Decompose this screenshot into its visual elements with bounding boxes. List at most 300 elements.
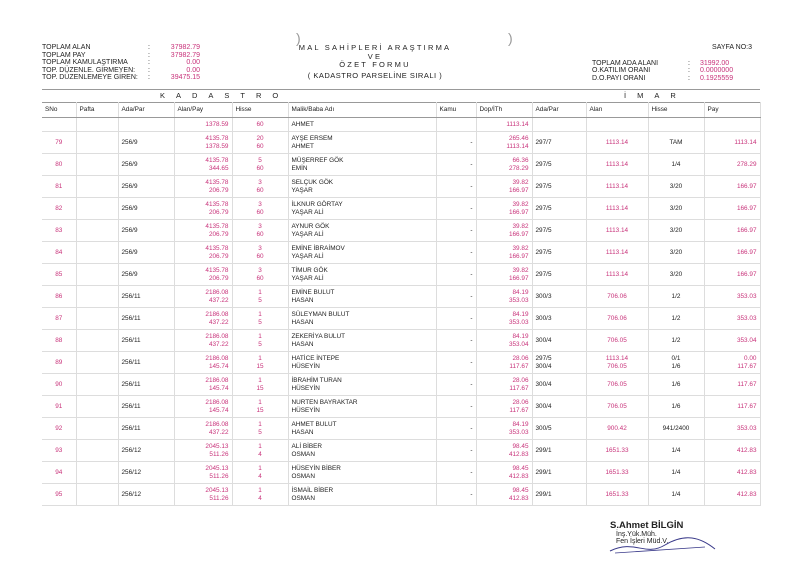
- imar-pay-cell: 166.97: [704, 264, 760, 286]
- alan-pay-cell: [174, 352, 232, 374]
- summary-colon: :: [148, 44, 150, 51]
- kamu-cell: -: [436, 154, 476, 176]
- imar-pay-cell: 353.03: [704, 418, 760, 440]
- ada-par-cell: 256/11: [118, 396, 174, 418]
- cell-line: SELÇUK GÖK: [291, 179, 334, 187]
- cell-line: 278.29: [508, 164, 529, 172]
- cell-line: 60: [256, 252, 264, 260]
- dop-cell: [476, 154, 532, 176]
- malik-cell: [288, 154, 436, 176]
- kamu-cell: -: [436, 462, 476, 484]
- cell-line: HATİCE İNTEPE: [291, 355, 340, 363]
- cell-line: 437.22: [208, 318, 229, 326]
- title-line1: MAL SAHİPLERİ ARAŞTIRMA: [298, 43, 452, 52]
- kamu-cell: -: [436, 132, 476, 154]
- summary-colon: :: [148, 51, 150, 59]
- cell-line: 2186.08: [205, 311, 229, 319]
- row-number: 81: [42, 176, 76, 198]
- hisse-cell: [232, 484, 288, 506]
- imar-hisse-cell: [648, 352, 704, 374]
- cell-line: 5: [258, 318, 262, 326]
- imar-alan-cell: 706.06: [586, 286, 648, 308]
- kamu-cell: -: [436, 352, 476, 374]
- summary-colon: :: [688, 74, 690, 82]
- hisse-cell: [232, 154, 288, 176]
- row-number: 82: [42, 198, 76, 220]
- cell-line: AHMET: [291, 142, 314, 150]
- pafta-cell: [76, 154, 118, 176]
- cell-line: 2186.08: [205, 333, 229, 341]
- dop-cell: [476, 220, 532, 242]
- cell-line: 437.22: [208, 428, 229, 436]
- column-header: Ada/Par: [118, 103, 174, 118]
- summary-right-row: [592, 75, 752, 83]
- summary-value: 37982.79: [170, 51, 200, 59]
- dop-cell: [476, 418, 532, 440]
- cell-line: 1113.14: [605, 355, 629, 363]
- cell-line: 1: [258, 487, 262, 495]
- imar-pay-cell: 166.97: [704, 198, 760, 220]
- imar-alan-cell: 706.06: [586, 308, 648, 330]
- imar-alan-cell: 706.05: [586, 374, 648, 396]
- cell-line: 166.97: [508, 208, 529, 216]
- table-row: [42, 484, 760, 506]
- ada-par-cell: 256/11: [118, 330, 174, 352]
- table-row: [42, 176, 760, 198]
- summary-right-row: [592, 60, 752, 68]
- column-header: Hisse: [232, 103, 288, 118]
- cell-line: 166.97: [508, 252, 529, 260]
- cell-line: HASAN: [291, 318, 314, 326]
- imar-pay-cell: 117.67: [704, 374, 760, 396]
- cell-line: 60: [256, 164, 264, 172]
- dop-cell: [476, 242, 532, 264]
- ada-par-cell: 256/9: [118, 176, 174, 198]
- hisse-cell: [232, 286, 288, 308]
- dop-cell: [476, 132, 532, 154]
- alan-pay-cell: [174, 220, 232, 242]
- imar-ada-par-cell: [532, 352, 586, 374]
- summary-colon: :: [148, 66, 150, 74]
- pafta-cell: [76, 264, 118, 286]
- table-row: [42, 462, 760, 484]
- cell-line: 3: [258, 267, 262, 275]
- alan-pay-cell: [174, 198, 232, 220]
- ada-par-cell: 256/9: [118, 264, 174, 286]
- ada-par-cell: 256/9: [118, 198, 174, 220]
- summary-colon: :: [688, 59, 690, 67]
- cell-line: 3: [258, 223, 262, 231]
- dop-cell: [476, 330, 532, 352]
- summary-right: [592, 44, 752, 82]
- imar-pay-cell: 166.97: [704, 220, 760, 242]
- summary-colon: :: [148, 74, 150, 82]
- summary-value: 39475.15: [170, 74, 200, 82]
- table-cell: 60: [232, 118, 288, 132]
- cell-line: 265.46: [508, 135, 529, 143]
- malik-cell: [288, 286, 436, 308]
- cell-line: HASAN: [291, 296, 314, 304]
- imar-alan-cell: 706.05: [586, 396, 648, 418]
- row-number: 85: [42, 264, 76, 286]
- pafta-cell: [76, 330, 118, 352]
- cell-line: 166.97: [508, 274, 529, 282]
- malik-cell: [288, 352, 436, 374]
- cell-line: İLKNUR GÖRTAY: [291, 201, 343, 209]
- cell-line: OSMAN: [291, 450, 315, 458]
- table-row: [42, 352, 760, 374]
- imar-hisse-cell: 1/4: [648, 154, 704, 176]
- kamu-cell: -: [436, 330, 476, 352]
- table-row-carryover: [42, 118, 760, 132]
- cell-line: 4135.78: [205, 223, 229, 231]
- cell-line: 15: [256, 406, 264, 414]
- cell-line: 166.97: [508, 230, 529, 238]
- cell-line: 1: [258, 289, 262, 297]
- imar-ada-par-cell: 297/5: [532, 264, 586, 286]
- malik-cell: [288, 198, 436, 220]
- malik-cell: [288, 418, 436, 440]
- imar-ada-par-cell: 300/3: [532, 308, 586, 330]
- row-number: 91: [42, 396, 76, 418]
- malik-cell: [288, 374, 436, 396]
- cell-line: 353.03: [508, 296, 529, 304]
- ada-par-cell: 256/9: [118, 154, 174, 176]
- imar-pay-cell: 412.83: [704, 462, 760, 484]
- table-row: [42, 242, 760, 264]
- imar-pay-cell: 1113.14: [704, 132, 760, 154]
- kamu-cell: -: [436, 242, 476, 264]
- imar-hisse-cell: 941/2400: [648, 418, 704, 440]
- section-kadastro: KADASTRO: [160, 91, 290, 100]
- alan-pay-cell: [174, 374, 232, 396]
- malik-cell: [288, 220, 436, 242]
- cell-line: 84.19: [512, 333, 529, 341]
- table-cell: [118, 118, 174, 132]
- cell-line: 166.97: [508, 186, 529, 194]
- cell-line: 1113.14: [506, 142, 529, 150]
- alan-pay-cell: [174, 286, 232, 308]
- malik-cell: [288, 242, 436, 264]
- summary-colon: :: [148, 59, 150, 67]
- kamu-cell: -: [436, 308, 476, 330]
- cell-line: 20: [256, 135, 264, 143]
- cell-line: 2045.13: [205, 487, 229, 495]
- table-row: [42, 374, 760, 396]
- imar-alan-cell: [586, 352, 648, 374]
- title-line2: VE: [367, 51, 383, 61]
- summary-colon: :: [688, 67, 690, 75]
- cell-line: 4135.78: [205, 157, 229, 165]
- cell-line: 437.22: [208, 340, 229, 348]
- cell-line: YAŞAR ALİ: [291, 230, 324, 238]
- cell-line: 15: [256, 362, 264, 370]
- malik-cell: [288, 330, 436, 352]
- summary-label: TOPLAM ADA ALANI: [592, 59, 659, 67]
- imar-ada-par-cell: 300/3: [532, 286, 586, 308]
- alan-pay-cell: [174, 462, 232, 484]
- pafta-cell: [76, 418, 118, 440]
- cell-line: 353.03: [508, 428, 529, 436]
- row-number: 92: [42, 418, 76, 440]
- cell-line: 412.83: [508, 472, 529, 480]
- summary-label: TOPLAM ALAN: [42, 44, 91, 51]
- title-line4: ( KADASTRO PARSELİNE SIRALI ): [307, 70, 443, 80]
- imar-ada-par-cell: 297/7: [532, 132, 586, 154]
- row-number: 89: [42, 352, 76, 374]
- cell-line: ZEKERİYA BULUT: [291, 333, 346, 341]
- malik-cell: [288, 132, 436, 154]
- summary-value: 0.1925559: [700, 74, 734, 82]
- kamu-cell: -: [436, 484, 476, 506]
- imar-hisse-cell: 3/20: [648, 242, 704, 264]
- cell-line: TİMUR GÖK: [291, 267, 328, 275]
- table-row: [42, 396, 760, 418]
- title-line3: ÖZET FORMU: [339, 60, 411, 69]
- page-number: SAYFA NO:3: [712, 44, 752, 51]
- cell-line: 1378.59: [205, 142, 229, 150]
- cell-line: 1: [258, 399, 262, 407]
- cell-line: 300/4: [535, 362, 552, 370]
- imar-ada-par-cell: 297/5: [532, 242, 586, 264]
- cell-line: 5: [258, 296, 262, 304]
- table-cell: AHMET: [288, 118, 436, 132]
- summary-value: 31992.00: [700, 59, 730, 67]
- imar-hisse-cell: 3/20: [648, 198, 704, 220]
- summary-value: 0.00: [186, 66, 200, 74]
- cell-line: 2045.13: [205, 465, 229, 473]
- cell-line: 511.26: [209, 494, 229, 502]
- cell-line: YAŞAR ALİ: [291, 274, 324, 282]
- hisse-cell: [232, 176, 288, 198]
- cell-line: 1: [258, 443, 262, 451]
- pafta-cell: [76, 198, 118, 220]
- table-cell: [76, 118, 118, 132]
- imar-hisse-cell: 1/2: [648, 308, 704, 330]
- cell-line: 706.05: [607, 362, 627, 370]
- summary-label: O.KATILIM ORANI: [592, 67, 651, 75]
- column-header: Kamu: [436, 103, 476, 118]
- table-row: [42, 440, 760, 462]
- cell-line: 60: [256, 274, 264, 282]
- malik-cell: [288, 176, 436, 198]
- dop-cell: [476, 308, 532, 330]
- cell-line: 145.74: [208, 362, 229, 370]
- cell-line: 511.26: [209, 472, 229, 480]
- imar-pay-cell: 278.29: [704, 154, 760, 176]
- alan-pay-cell: [174, 264, 232, 286]
- pafta-cell: [76, 462, 118, 484]
- cell-line: 28.06: [512, 399, 529, 407]
- cell-line: 4135.78: [205, 135, 229, 143]
- cell-line: 0/1: [671, 355, 681, 363]
- cell-line: 1: [258, 421, 262, 429]
- hisse-cell: [232, 352, 288, 374]
- cell-line: 511.26: [209, 450, 229, 458]
- summary-value: 37982.79: [170, 44, 200, 51]
- imar-ada-par-cell: 300/4: [532, 330, 586, 352]
- hisse-cell: [232, 220, 288, 242]
- cell-line: 60: [256, 230, 264, 238]
- imar-ada-par-cell: 297/5: [532, 198, 586, 220]
- hisse-cell: [232, 308, 288, 330]
- dop-cell: [476, 198, 532, 220]
- alan-pay-cell: [174, 154, 232, 176]
- cell-line: 39.82: [512, 267, 529, 275]
- malik-cell: [288, 264, 436, 286]
- cell-line: EMİNE İBRAİMOV: [291, 245, 345, 253]
- signature-title: İnş.Yük.Müh.: [616, 531, 657, 538]
- column-header: Pay: [704, 103, 760, 118]
- kamu-cell: -: [436, 176, 476, 198]
- row-number: 79: [42, 132, 76, 154]
- ada-par-cell: 256/9: [118, 132, 174, 154]
- table-cell: [704, 118, 760, 132]
- column-header: Ada/Par: [532, 103, 586, 118]
- cell-line: 2186.08: [205, 399, 229, 407]
- imar-pay-cell: [704, 352, 760, 374]
- imar-ada-par-cell: 297/5: [532, 176, 586, 198]
- kamu-cell: -: [436, 264, 476, 286]
- row-number: 87: [42, 308, 76, 330]
- ada-par-cell: 256/9: [118, 242, 174, 264]
- table-row: [42, 330, 760, 352]
- alan-pay-cell: [174, 176, 232, 198]
- cell-line: 84.19: [512, 311, 529, 319]
- summary-label: TOPLAM PAY: [42, 51, 86, 59]
- imar-pay-cell: 353.03: [704, 308, 760, 330]
- ada-par-cell: 256/12: [118, 462, 174, 484]
- imar-pay-cell: 166.97: [704, 176, 760, 198]
- imar-pay-cell: 117.67: [704, 396, 760, 418]
- cell-line: 412.83: [508, 494, 529, 502]
- imar-ada-par-cell: 297/5: [532, 154, 586, 176]
- cell-line: HASAN: [291, 340, 314, 348]
- imar-hisse-cell: 1/6: [648, 396, 704, 418]
- cell-line: 5: [258, 157, 262, 165]
- ada-par-cell: 256/9: [118, 220, 174, 242]
- cell-line: 1/6: [671, 362, 681, 370]
- cell-line: 297/5: [535, 355, 552, 363]
- cell-line: 437.22: [208, 296, 229, 304]
- cell-line: 0.00: [744, 355, 757, 363]
- imar-hisse-cell: 1/2: [648, 286, 704, 308]
- kamu-cell: -: [436, 286, 476, 308]
- hisse-cell: [232, 374, 288, 396]
- cell-line: İSMAİL BİBER: [291, 487, 334, 495]
- cell-line: 145.74: [208, 384, 229, 392]
- table-row: [42, 264, 760, 286]
- cell-line: 4135.78: [205, 201, 229, 209]
- cell-line: YAŞAR: [291, 186, 313, 194]
- cell-line: 117.67: [509, 362, 529, 370]
- pafta-cell: [76, 286, 118, 308]
- kamu-cell: -: [436, 440, 476, 462]
- malik-cell: [288, 462, 436, 484]
- cell-line: 3: [258, 245, 262, 253]
- cell-line: 5: [258, 428, 262, 436]
- column-header: Malik/Baba Adı: [288, 103, 436, 118]
- summary-right-row: [592, 67, 752, 75]
- row-number: 93: [42, 440, 76, 462]
- cell-line: 4135.78: [205, 267, 229, 275]
- owners-table: [42, 102, 761, 506]
- cell-line: 353.03: [508, 318, 529, 326]
- cell-line: HÜSEYİN: [291, 384, 320, 392]
- column-header: Dop/İTh: [476, 103, 532, 118]
- row-number: 83: [42, 220, 76, 242]
- cell-line: 84.19: [512, 289, 529, 297]
- ada-par-cell: 256/11: [118, 374, 174, 396]
- imar-alan-cell: 900.42: [586, 418, 648, 440]
- hisse-cell: [232, 198, 288, 220]
- summary-label: TOP. DÜZENLE. GİRMEYEN:: [42, 66, 136, 74]
- table-row: [42, 286, 760, 308]
- cell-line: 206.79: [208, 186, 229, 194]
- cell-line: 206.79: [208, 208, 229, 216]
- cell-line: 3: [258, 179, 262, 187]
- ada-par-cell: 256/11: [118, 286, 174, 308]
- malik-cell: [288, 308, 436, 330]
- cell-line: AYNUR GÖK: [291, 223, 330, 231]
- alan-pay-cell: [174, 308, 232, 330]
- table-row: [42, 220, 760, 242]
- ada-par-cell: 256/11: [118, 308, 174, 330]
- cell-line: 2045.13: [205, 443, 229, 451]
- imar-alan-cell: 1651.33: [586, 462, 648, 484]
- form-title: [260, 44, 490, 80]
- row-number: 90: [42, 374, 76, 396]
- column-header: SNo: [42, 103, 76, 118]
- table-row: [42, 132, 760, 154]
- cell-line: YAŞAR ALİ: [291, 252, 324, 260]
- summary-value: 0.00: [186, 59, 200, 67]
- table-row: [42, 418, 760, 440]
- cell-line: 98.45: [512, 487, 529, 495]
- hisse-cell: [232, 418, 288, 440]
- cell-line: 2186.08: [205, 355, 229, 363]
- cell-line: EMİNE BULUT: [291, 289, 335, 297]
- table-cell: 1113.14: [476, 118, 532, 132]
- imar-pay-cell: 166.97: [704, 242, 760, 264]
- cell-line: 344.65: [208, 164, 229, 172]
- pafta-cell: [76, 374, 118, 396]
- imar-ada-par-cell: 300/4: [532, 396, 586, 418]
- cell-line: 60: [256, 142, 264, 150]
- cell-line: 4: [258, 450, 262, 458]
- cell-line: EMİN: [291, 164, 308, 172]
- imar-hisse-cell: 3/20: [648, 220, 704, 242]
- row-number: 95: [42, 484, 76, 506]
- imar-ada-par-cell: 299/1: [532, 484, 586, 506]
- cell-line: 60: [256, 208, 264, 216]
- cell-line: AYŞE ERSEM: [291, 135, 333, 143]
- cell-line: 2186.08: [205, 377, 229, 385]
- dop-cell: [476, 396, 532, 418]
- cell-line: HÜSEYİN: [291, 406, 320, 414]
- cell-line: 117.67: [737, 362, 757, 370]
- pafta-cell: [76, 242, 118, 264]
- alan-pay-cell: [174, 396, 232, 418]
- imar-alan-cell: 1113.14: [586, 132, 648, 154]
- imar-alan-cell: 1113.14: [586, 220, 648, 242]
- cell-line: HÜSEYİN BİBER: [291, 465, 341, 473]
- table-cell: [532, 118, 586, 132]
- summary-value: 0.0000000: [700, 67, 734, 75]
- cell-line: 2186.08: [205, 421, 229, 429]
- dop-cell: [476, 374, 532, 396]
- imar-ada-par-cell: 297/5: [532, 220, 586, 242]
